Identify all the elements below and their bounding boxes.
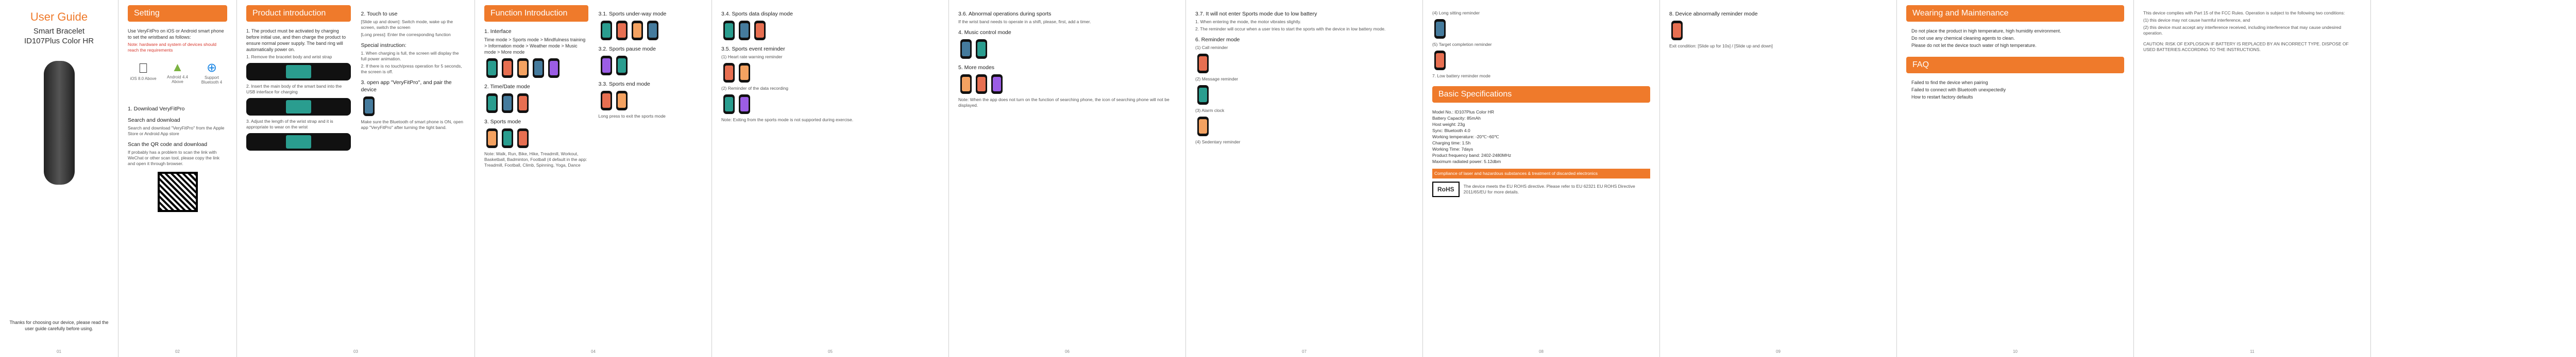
sports-pause-heading: 3.2. Sports pause mode [598, 46, 656, 52]
open-note: Make sure the Bluetooth of smart phone is ON, open app "VeryFitPro" after turning the tight band. [361, 119, 463, 130]
setting-note: Note: hardware and system of devices should reach the requirements [128, 42, 216, 53]
wearing-diagram [246, 133, 351, 151]
long-sitting: (4) Long sitting reminder [1432, 10, 1480, 15]
compliance-banner: Compliance of laser and hazardous substances & treatment of discarded electronics [1432, 169, 1650, 178]
abnormal-heading: 3.6. Abnormal operations during sports [958, 11, 1052, 17]
phone-illustration [363, 96, 375, 116]
spec-weight: Host weight: 23g [1432, 122, 1465, 127]
call-reminder: (1) Call reminder [1195, 45, 1228, 50]
fcc-panel [2134, 0, 2371, 357]
page-number: 04 [591, 349, 596, 354]
fcc-p2: (1) this device may not cause harmful interference, and [2143, 18, 2250, 23]
spec-standby: Working Time: 7days [1432, 147, 1473, 152]
page-number: 11 [2250, 349, 2255, 354]
intro-step-c: 3. Adjust the length of the wrist strap and it is appropriate to wear on the wrist [246, 119, 333, 129]
qr-heading: Scan the QR code and download [128, 141, 208, 148]
touch-heading: 2. Touch to use [361, 11, 398, 17]
fcc-caution: CAUTION: RISK OF EXPLOSION IF BATTERY IS REPLACED BY AN INCORRECT TYPE. DISPOSE OF USED BATTERIES ACCORDING TO THE INSTRUCTIONS. [2143, 41, 2349, 52]
reminder-panel [1186, 0, 1423, 357]
page-number: 10 [2013, 349, 2018, 354]
function-panel [475, 0, 712, 357]
spec-sync: Sync: Bluetooth 4.0 [1432, 128, 1470, 133]
abnormal-reminder-heading: 8. Device abnormally reminder mode [1669, 11, 1758, 17]
low-battery-note-1: 1. When entering the mode, the motor vibrates slightly. [1195, 19, 1301, 24]
more-note: Note: When the app does not turn on the function of searching phone, the icon of searching phone will not be displayed. [958, 97, 1170, 108]
ios-label: iOS 8.0 Above [130, 60, 157, 65]
heart-rate-warning: (1) Heart rate warning reminder [721, 54, 783, 59]
faq-1: Failed to find the device when pairing [1911, 80, 1988, 85]
spec-panel [1423, 0, 1660, 357]
maint-bullet-1: Do not place the product in high temperature, high humidity environment. [1911, 28, 2061, 34]
bluetooth-icon: ⊕ [206, 61, 217, 75]
bracelet-image [44, 61, 75, 185]
charging-diagram [246, 98, 351, 116]
search-heading: Search and download [128, 117, 180, 123]
page-number: 03 [353, 349, 358, 354]
qr-code [158, 172, 198, 212]
more-heading: 5. More modes [958, 64, 995, 71]
special-1: 1. When charging is full, the screen will display the full power animation. [361, 51, 459, 61]
spec-temp: Working temperature: -20℃~60℃ [1432, 134, 1499, 139]
reminder-mode-heading: 6. Reminder mode [1195, 37, 1240, 43]
page-number [2371, 349, 2576, 354]
abnormal-text: If the wrist band needs to operate in a shift, please, first, add a timer. [958, 19, 1091, 24]
bluetooth-label: Support Bluetooth 4 [201, 75, 223, 85]
sports-exit-note: Note: Exiting from the sports mode is not supported during exercise. [721, 117, 854, 122]
intro-step-b: 2. Insert the main body of the smart band into the USB interface for charging [246, 84, 342, 94]
low-battery-sports-heading: 3.7. It will not enter Sports mode due to low battery [1195, 11, 1317, 17]
basic-spec-header: Basic Specifications [1432, 86, 1650, 103]
page-number: 05 [828, 349, 833, 354]
music-panel [949, 0, 1186, 357]
message-reminder: (2) Message reminder [1195, 76, 1239, 82]
intro-p1: 1. The product must be activated by charging before initial use, and then charge the product to ensure normal power supply. The band ring will automatically power on. [246, 28, 346, 52]
rohs-logo: RoHS [1432, 182, 1460, 197]
sports-data-heading: 3.4. Sports data display mode [721, 11, 793, 17]
faq-2: Failed to connect with Bluetooth unexpectedly [1911, 87, 2006, 92]
interface-heading: 1. Interface [484, 28, 512, 35]
alarm-reminder: (3) Alarm clock [1195, 108, 1225, 113]
sports-end-heading: 3.3. Sports end mode [598, 81, 650, 87]
maintenance-panel [1897, 0, 2134, 357]
sports-note: Note: Walk, Run, Bike, Hike, Treadmill, Workout, Basketball, Badminton, Football (4 default in the app: Treadmill, Football, Climb, Spinning, Yoga, Dance [484, 151, 587, 168]
rohs-text: The device meets the EU ROHS directive. Please refer to EU 62321 EU ROHS Directive 2011/65/EU for more details. [1463, 184, 1635, 194]
sports-underway-heading: 3.1. Sports under-way mode [598, 11, 667, 17]
spec-model: Model No.: ID107Plus Color HR [1432, 109, 1494, 115]
intro-step-a: 1. Remove the bracelet body and wrist strap [246, 54, 332, 59]
android-icon: ▲ [171, 60, 184, 74]
intro-panel [237, 0, 475, 357]
faq-header: FAQ [1906, 57, 2124, 73]
music-heading: 4. Music control mode [958, 29, 1011, 36]
setting-intro: Use VeryFitPro on iOS or Android smart phone to set the wristband as follows: [128, 28, 224, 40]
maint-bullet-2: Do not use any chemical cleaning agents to clean. [1911, 36, 2015, 41]
download-heading: 1. Download VeryFitPro [128, 106, 185, 112]
page-number: 06 [1065, 349, 1070, 354]
android-label: Android 4.4 Above [167, 75, 188, 84]
sports-end-note: Long press to exit the sports mode [598, 113, 666, 119]
low-battery-note-2: 2. The reminder will occur when a user tries to start the sports with the device in low battery mode. [1195, 26, 1386, 31]
page-number: 08 [1539, 349, 1544, 354]
page-number: 09 [1776, 349, 1781, 354]
abnormal-reminder-note: Exit condition: [Slide up for 10s] / [Slide up and down] [1669, 43, 1773, 48]
spec-power: Maximum radiated power: 5.12dbm [1432, 159, 1501, 164]
sports-mode-heading: 3. Sports mode [484, 119, 521, 125]
qr-text: If probably has a problem to scan the link with WeChat or other scan tool, please copy the link and open it through browser. [128, 150, 219, 166]
function-header: Function Introduction [484, 5, 588, 22]
special-2: 2. If there is no touch/press operation for 5 seconds, the screen is off. [361, 63, 462, 74]
data-recording: (2) Reminder of the data recording [721, 86, 788, 91]
thanks-text: Thanks for choosing our device, please read the user guide carefully before using. [9, 320, 109, 331]
special-heading: Special instruction: [361, 42, 406, 48]
open-heading: 3. open app "VeryFitPro", and pair the device [361, 79, 452, 93]
fcc-p1: This device complies with Part 15 of the FCC Rules. Operation is subject to the following two conditions: [2143, 10, 2345, 15]
search-text: Search and download "VeryFitPro" from the Apple Store or Android App store [128, 125, 225, 136]
cover-model: ID107Plus Color HR [24, 37, 94, 45]
page-number: 02 [175, 349, 180, 354]
low-battery-mode: 7. Low battery reminder mode [1432, 73, 1490, 78]
setting-header: Setting [128, 5, 227, 22]
fcc-p3: (2) this device must accept any interference received, including interference that may cause undesired operation. [2143, 25, 2342, 36]
spec-battery: Battery Capacity: 85mAh [1432, 116, 1481, 121]
apple-icon [128, 60, 159, 76]
cover-panel [0, 0, 118, 357]
spec-charge: Charging time: 1.5h [1432, 140, 1471, 145]
faq-3: How to restart factory defaults [1911, 94, 1973, 100]
maint-bullet-3: Please do not let the device touch water of high temperature. [1911, 43, 2037, 48]
sports-data-panel [712, 0, 949, 357]
maintenance-header: Wearing and Maintenance [1906, 5, 2124, 22]
abnormal-panel [1660, 0, 1897, 357]
interface-text: Time mode > Sports mode > Mindfulness training > Information mode > Weather mode > Music mode > More mode [484, 37, 586, 55]
time-mode-heading: 2. Time/Date mode [484, 84, 530, 90]
os-requirements [128, 60, 227, 85]
sedentary-reminder: (4) Sedentary reminder [1195, 139, 1241, 144]
blank-panel [2371, 0, 2576, 357]
bracelet-diagram [246, 63, 351, 80]
setting-panel [118, 0, 237, 357]
cover-subtitle: Smart Bracelet [33, 27, 85, 36]
touch-1: [Slide up and down]: Switch mode, wake up the screen, switch the screen [361, 19, 453, 30]
page-number: 07 [1302, 349, 1307, 354]
sports-event-heading: 3.5. Sports event reminder [721, 46, 785, 52]
spec-freq: Product frequency band: 2402-2480MHz [1432, 153, 1512, 158]
cover-title: User Guide [30, 10, 88, 23]
page-number: 01 [57, 349, 61, 354]
touch-2: [Long press]: Enter the corresponding function [361, 32, 451, 37]
target-completion: (5) Target completion reminder [1432, 42, 1492, 47]
intro-header: Product introduction [246, 5, 351, 22]
